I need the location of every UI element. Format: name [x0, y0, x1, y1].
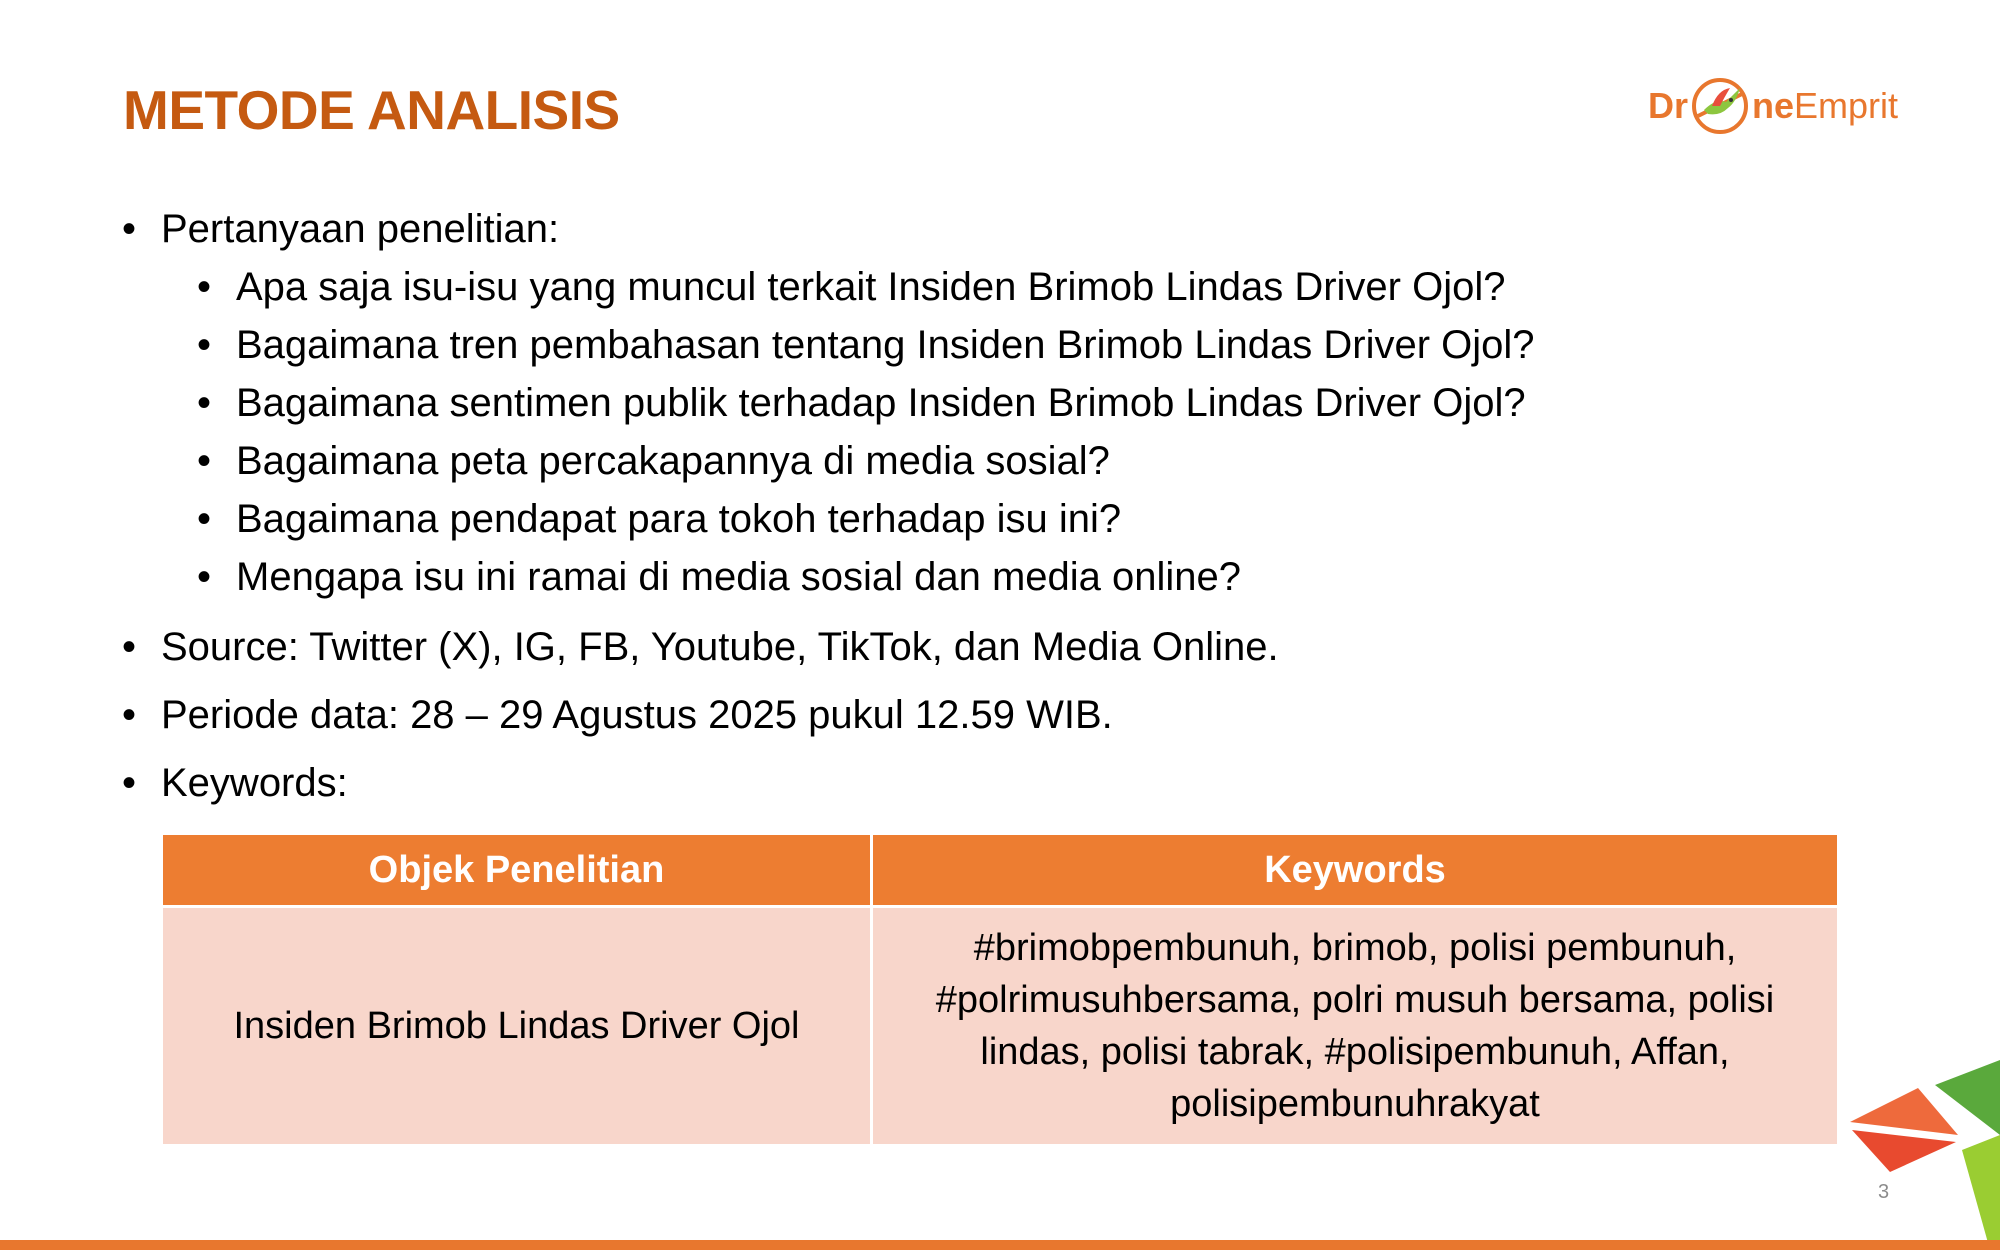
drone-emprit-logo — [1648, 70, 1898, 142]
bullet-list — [120, 200, 1880, 812]
logo-text-part3: Emprit — [1794, 85, 1899, 126]
table-row — [162, 907, 1839, 1146]
logo-text-part1: Dr — [1648, 85, 1689, 126]
table-header-row — [162, 834, 1839, 907]
bullet-research-questions — [120, 200, 1880, 606]
header-keywords: Keywords — [872, 834, 1839, 907]
logo-text-part2: ne — [1752, 85, 1795, 126]
question-item: • Mengapa isu ini ramai di media sosial dan media online? — [120, 548, 1880, 606]
header-objek-penelitian: Objek Penelitian — [162, 834, 872, 907]
slide-title: METODE ANALISIS — [123, 79, 620, 141]
research-questions-heading: Pertanyaan penelitian: — [161, 207, 560, 251]
question-item: • Apa saja isu-isu yang muncul terkait Insiden Brimob Lindas Driver Ojol? — [120, 258, 1880, 316]
bullet-keywords: • Keywords: — [120, 754, 1880, 812]
research-questions-list — [120, 258, 1880, 606]
decorative-shapes — [1840, 1050, 2000, 1250]
bullet-period: • Periode data: 28 – 29 Agustus 2025 pukul 12.59 WIB. — [120, 686, 1880, 744]
keywords-table — [160, 832, 1840, 1147]
page-number: 3 — [1878, 1181, 1890, 1203]
bottom-accent-bar — [0, 1240, 2000, 1250]
question-item: • Bagaimana peta percakapannya di media sosial? — [120, 432, 1880, 490]
question-item: • Bagaimana sentimen publik terhadap Insiden Brimob Lindas Driver Ojol? — [120, 374, 1880, 432]
bird-logo-icon — [1690, 76, 1750, 136]
bullet-source: • Source: Twitter (X), IG, FB, Youtube, TikTok, dan Media Online. — [120, 618, 1880, 676]
cell-keywords: #brimobpembunuh, brimob, polisi pembunuh, #polrimusuhbersama, polri musuh bersama, polisi lindas, polisi tabrak, #polisipembunuh, Affan, polisipembunuhrakyat — [872, 907, 1839, 1146]
question-item: • Bagaimana pendapat para tokoh terhadap isu ini? — [120, 490, 1880, 548]
cell-object: Insiden Brimob Lindas Driver Ojol — [162, 907, 872, 1146]
question-item: • Bagaimana tren pembahasan tentang Insiden Brimob Lindas Driver Ojol? — [120, 316, 1880, 374]
